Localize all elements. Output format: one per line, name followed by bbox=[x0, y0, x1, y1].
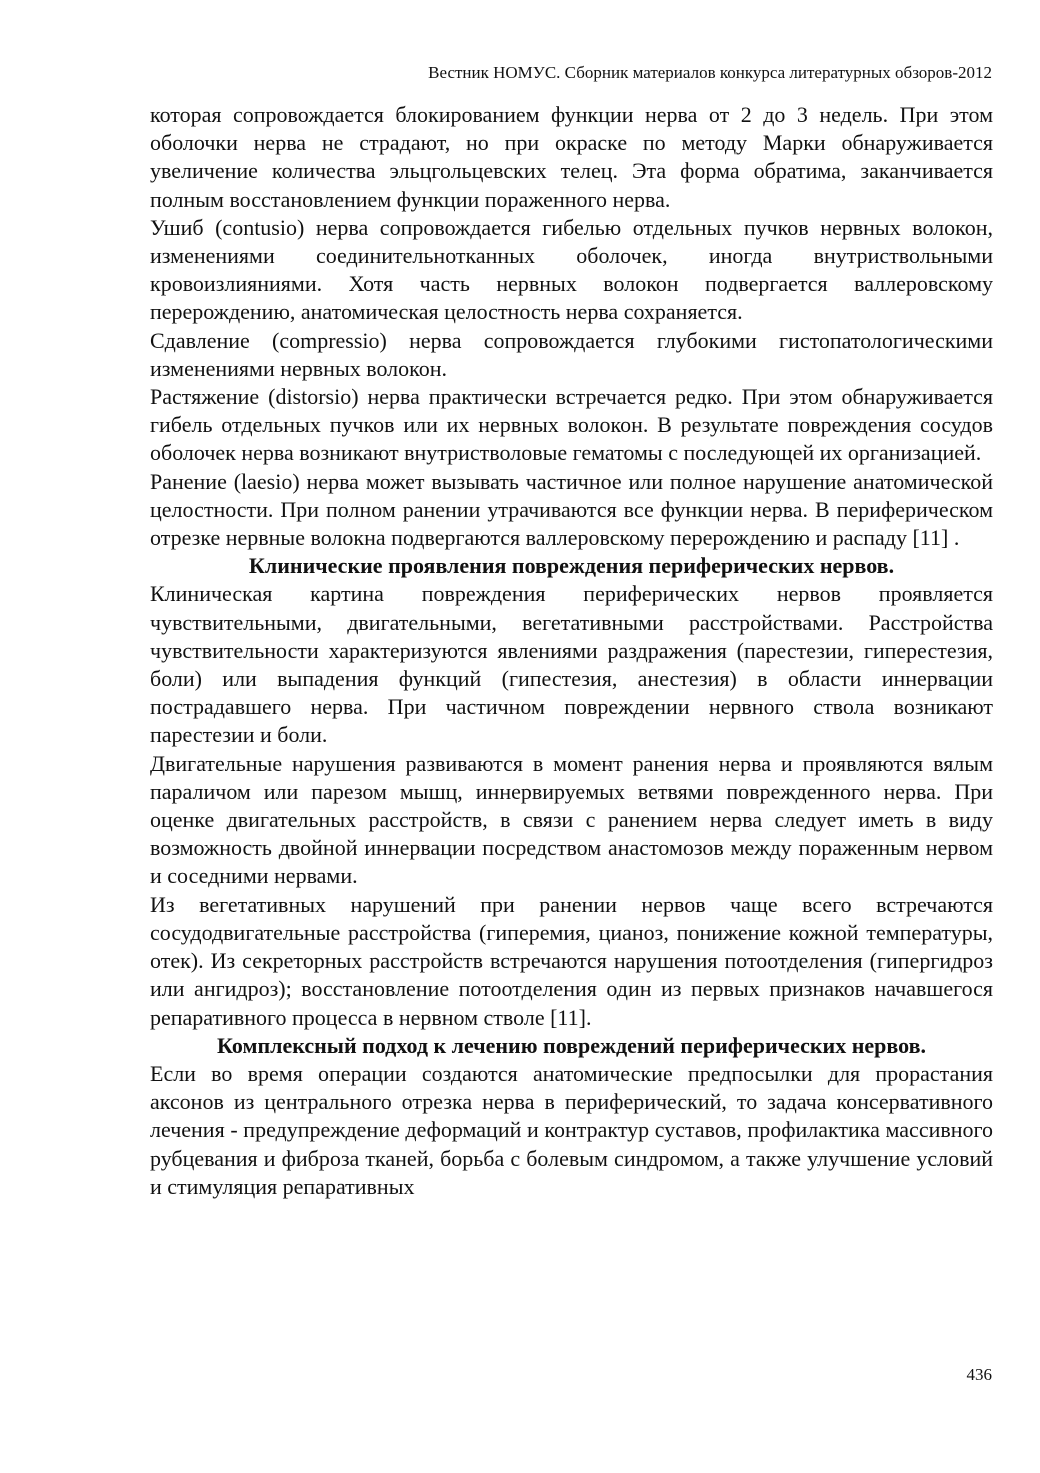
section-heading-clinical: Клинические проявления повреждения периферических нервов. bbox=[248, 553, 895, 579]
page-body bbox=[150, 101, 993, 1201]
paragraph-continuation: которая сопровождается блокированием функции нерва от 2 до 3 недель. При этом оболочки нерва не страдают, но при окраске по методу Марки обнаруживается увеличение количества эльцгольцевских телец. Эта форма обратима, заканчивается полным восстановлением функции пораженного нерва. bbox=[150, 102, 993, 212]
paragraph-distorsio: Растяжение (distorsio) нерва практически встречается редко. При этом обнаруживается гибель отдельных пучков или их нервных волокон. В результате повреждения сосудов оболочек нерва возникают внутристволовые гематомы с последующей их организацией. bbox=[150, 384, 993, 466]
paragraph-compressio: Сдавление (compressio) нерва сопровождается глубокими гистопатологическими изменениями нервных волокон. bbox=[150, 327, 993, 381]
page-number: 436 bbox=[966, 1365, 992, 1384]
paragraph-contusio: Ушиб (contusio) нерва сопровождается гибелью отдельных пучков нервных волокон, изменениями соединительнотканных оболочек, иногда внутриствольными кровоизлияниями. Хотя часть нервных волокон подвергается валлеровскому перерождению, анатомическая целостность нерва сохраняется. bbox=[150, 214, 993, 325]
paragraph-laesio: Ранение (laesio) нерва может вызывать частичное или полное нарушение анатомической целостности. При полном ранении утрачиваются все функции нерва. В периферическом отрезке нервные волокна подвергаются валлеровскому перерождению и распаду [11] . bbox=[150, 468, 993, 551]
paragraph-motor-disorders: Двигательные нарушения развиваются в момент ранения нерва и проявляются вялым параличом или парезом мышц, иннервируемых ветвями поврежденного нерва. При оценке двигательных расстройств, в связи с ранением нерва следует иметь в виду возможность двойной иннервации посредством анастомозов между пораженным нервом и соседними нервами. bbox=[150, 750, 993, 889]
paragraph-vegetative-disorders: Из вегетативных нарушений при ранении нервов чаще всего встречаются сосудодвигательные расстройства (гиперемия, цианоз, понижение кожной температуры, отек). Из секреторных расстройств встречаются нарушения потоотделения (гипергидроз или ангидроз); восстановление потоотделения один из первых признаков начавшегося репаративного процесса в нервном стволе [11]. bbox=[150, 891, 993, 1030]
paragraph-conservative-treatment: Если во время операции создаются анатомические предпосылки для прорастания аксонов из центрального отрезка нерва в периферический, то задача консервативного лечения - предупреждение деформаций и контрактур суставов, профилактика массивного рубцевания и фиброза тканей, борьба с болевым синдромом, а также улучшение условий и стимуляция репаративных bbox=[150, 1060, 993, 1199]
running-header: Вестник НОМУС. Сборник материалов конкурса литературных обзоров-2012 bbox=[428, 63, 992, 82]
section-heading-complex-treatment: Комплексный подход к лечению повреждений периферических нервов. bbox=[217, 1032, 926, 1058]
paragraph-clinical-picture: Клиническая картина повреждения периферических нервов проявляется чувствительными, двигательными, вегетативными расстройствами. Расстройства чувствительности характеризуются явлениями раздражения (парестезии, гиперестезия, боли) или выпадения функций (гипестезия, анестезия) в области иннервации пострадавшего нерва. При частичном повреждении нервного ствола возникают парестезии и боли. bbox=[150, 581, 993, 748]
